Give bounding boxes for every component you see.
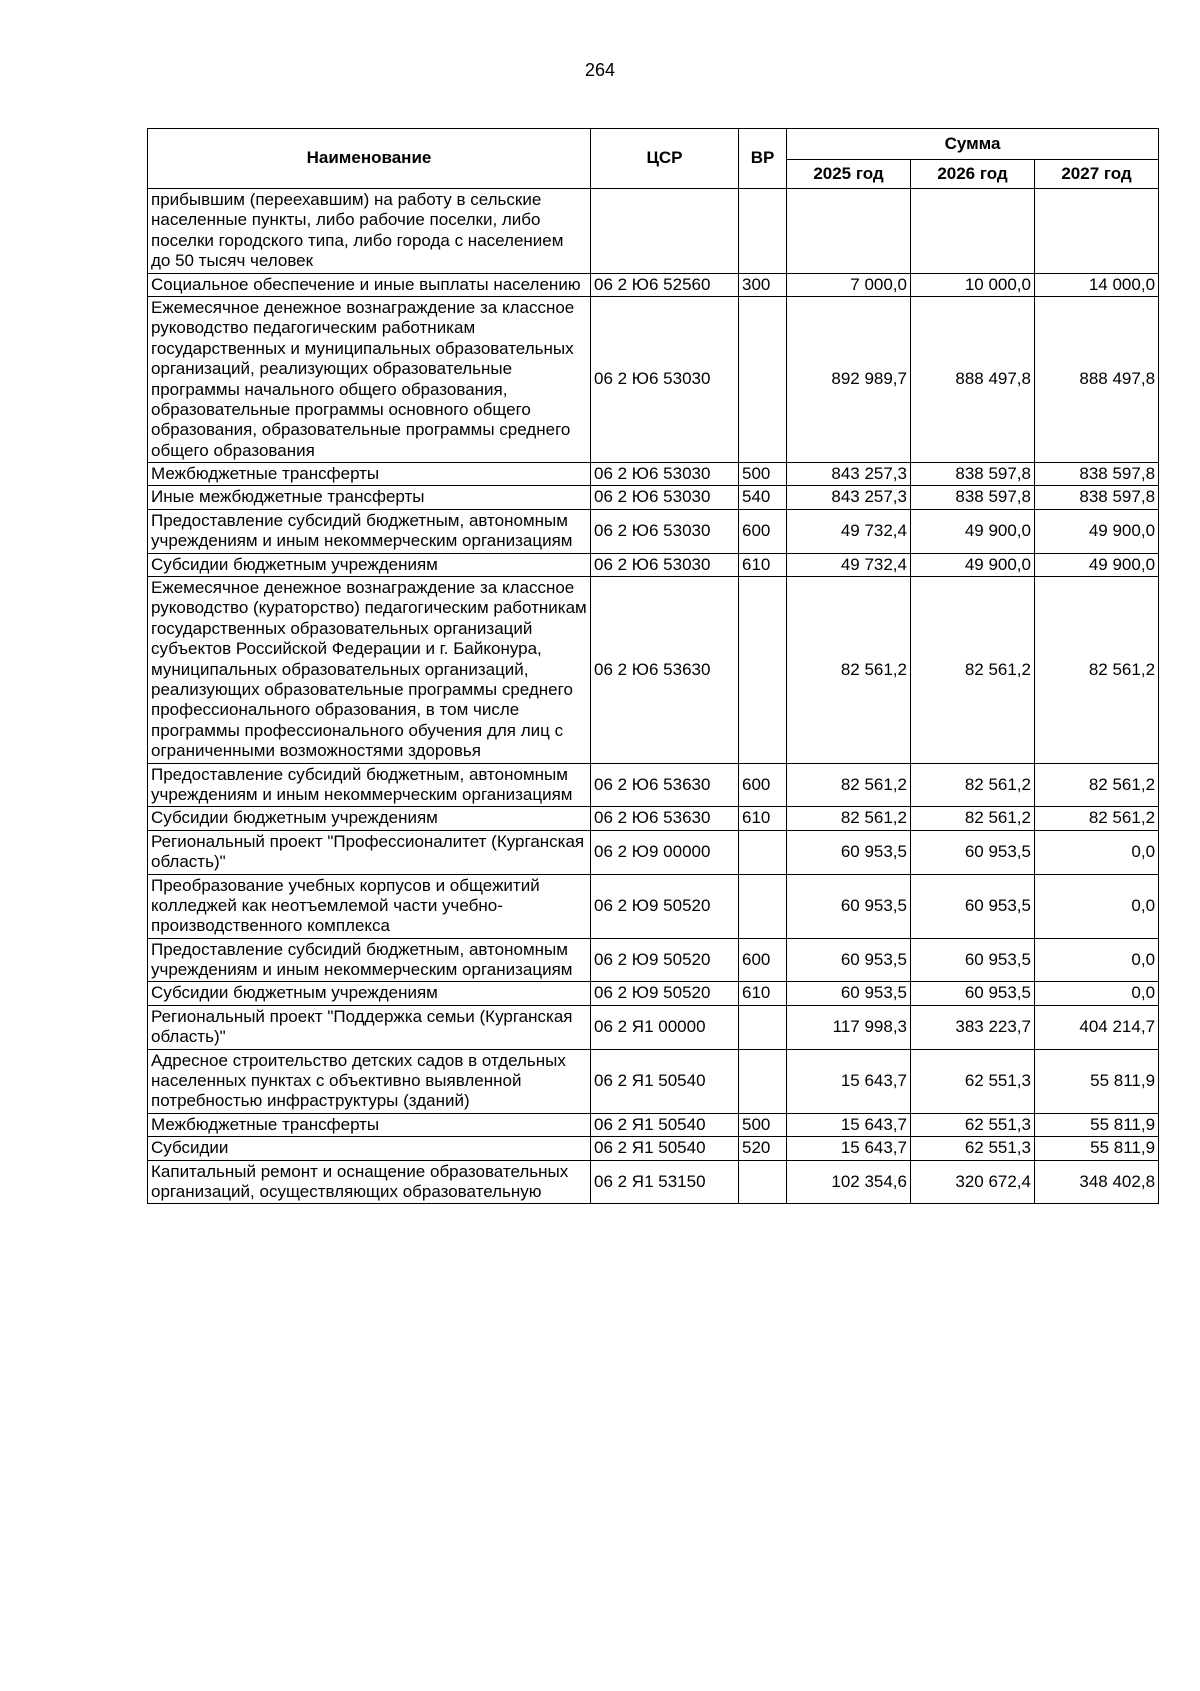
row-value-2027: 82 561,2: [1035, 763, 1159, 807]
row-csr: 06 2 Ю9 50520: [591, 938, 739, 982]
row-value-2026: 62 551,3: [911, 1137, 1035, 1160]
row-csr: 06 2 Ю6 53030: [591, 486, 739, 509]
row-value-2026: 49 900,0: [911, 553, 1035, 576]
row-value-2026: 60 953,5: [911, 938, 1035, 982]
table-row: [148, 938, 1159, 982]
row-value-2025: 49 732,4: [787, 509, 911, 553]
row-vr: 610: [739, 982, 787, 1005]
table-row: [148, 807, 1159, 830]
row-value-2025: 82 561,2: [787, 763, 911, 807]
row-value-2025: 60 953,5: [787, 982, 911, 1005]
row-value-2025: 60 953,5: [787, 830, 911, 874]
row-value-2027: 55 811,9: [1035, 1049, 1159, 1113]
row-name: Предоставление субсидий бюджетным, автономным учреждениям и иным некоммерческим организациям: [148, 763, 591, 807]
row-vr: [739, 830, 787, 874]
row-value-2025: 60 953,5: [787, 874, 911, 938]
row-value-2025: 117 998,3: [787, 1005, 911, 1049]
row-name: Региональный проект "Профессионалитет (Курганская область)": [148, 830, 591, 874]
row-value-2026: 838 597,8: [911, 486, 1035, 509]
row-name: Межбюджетные трансферты: [148, 1113, 591, 1136]
row-value-2026: 888 497,8: [911, 296, 1035, 462]
row-name: Субсидии: [148, 1137, 591, 1160]
row-csr: 06 2 Я1 00000: [591, 1005, 739, 1049]
row-value-2026: 82 561,2: [911, 807, 1035, 830]
row-value-2027: 348 402,8: [1035, 1160, 1159, 1204]
row-vr: 600: [739, 938, 787, 982]
row-value-2026: 62 551,3: [911, 1049, 1035, 1113]
row-value-2026: 60 953,5: [911, 874, 1035, 938]
header-vr: ВР: [739, 129, 787, 189]
row-value-2026: 383 223,7: [911, 1005, 1035, 1049]
row-csr: 06 2 Я1 53150: [591, 1160, 739, 1204]
row-value-2026: 82 561,2: [911, 763, 1035, 807]
row-csr: 06 2 Я1 50540: [591, 1137, 739, 1160]
table-row: [148, 486, 1159, 509]
row-name: Субсидии бюджетным учреждениям: [148, 982, 591, 1005]
row-value-2025: [787, 189, 911, 274]
table-body: [148, 189, 1159, 1204]
row-vr: 520: [739, 1137, 787, 1160]
table-row: [148, 553, 1159, 576]
row-name: Капитальный ремонт и оснащение образовательных организаций, осуществляющих образовательную: [148, 1160, 591, 1204]
row-vr: [739, 874, 787, 938]
table-row: [148, 1160, 1159, 1204]
table-row: [148, 763, 1159, 807]
row-vr: 610: [739, 807, 787, 830]
row-value-2025: 15 643,7: [787, 1113, 911, 1136]
row-vr: 540: [739, 486, 787, 509]
table-row: [148, 1049, 1159, 1113]
table-row: [148, 273, 1159, 296]
row-value-2026: [911, 189, 1035, 274]
row-value-2025: 15 643,7: [787, 1049, 911, 1113]
row-value-2025: 82 561,2: [787, 807, 911, 830]
row-value-2026: 49 900,0: [911, 509, 1035, 553]
row-value-2027: 404 214,7: [1035, 1005, 1159, 1049]
row-value-2027: 0,0: [1035, 874, 1159, 938]
row-value-2026: 10 000,0: [911, 273, 1035, 296]
row-value-2027: 82 561,2: [1035, 577, 1159, 764]
row-value-2025: 82 561,2: [787, 577, 911, 764]
row-name: Региональный проект "Поддержка семьи (Курганская область)": [148, 1005, 591, 1049]
table-row: [148, 463, 1159, 486]
row-csr: 06 2 Я1 50540: [591, 1049, 739, 1113]
row-vr: [739, 577, 787, 764]
row-csr: 06 2 Ю6 53030: [591, 553, 739, 576]
row-vr: 600: [739, 509, 787, 553]
row-vr: [739, 296, 787, 462]
row-vr: [739, 1160, 787, 1204]
header-name: Наименование: [148, 129, 591, 189]
row-value-2025: 7 000,0: [787, 273, 911, 296]
table-row: [148, 1137, 1159, 1160]
row-csr: 06 2 Ю9 00000: [591, 830, 739, 874]
row-csr: 06 2 Ю9 50520: [591, 874, 739, 938]
row-csr: 06 2 Ю6 53630: [591, 577, 739, 764]
row-name: Адресное строительство детских садов в отдельных населенных пунктах с объективно выявленной потребностью инфраструктуры (зданий): [148, 1049, 591, 1113]
budget-table: [147, 128, 1159, 1204]
page-number: 264: [584, 60, 616, 80]
row-csr: 06 2 Ю6 53030: [591, 296, 739, 462]
header-year-2026: 2026 год: [911, 160, 1035, 189]
row-value-2026: 60 953,5: [911, 982, 1035, 1005]
row-vr: [739, 1005, 787, 1049]
row-name: Преобразование учебных корпусов и общежитий колледжей как неотъемлемой части учебно-производственного комплекса: [148, 874, 591, 938]
table-row: [148, 1005, 1159, 1049]
table-row: [148, 830, 1159, 874]
table-row: [148, 509, 1159, 553]
row-csr: 06 2 Ю6 53030: [591, 463, 739, 486]
row-value-2027: 14 000,0: [1035, 273, 1159, 296]
table-row: [148, 982, 1159, 1005]
row-vr: 600: [739, 763, 787, 807]
row-name: Ежемесячное денежное вознаграждение за классное руководство (кураторство) педагогическим работникам государственных образовательных организаций субъектов Российской Федерации и г. Байконура, муниципальных образовательных организаций, реализующих образовательные программы среднего профессионального образования, в том числе программы профессионального обучения для лиц с ограниченными возможностями здоровья: [148, 577, 591, 764]
row-csr: 06 2 Ю9 50520: [591, 982, 739, 1005]
row-value-2026: 60 953,5: [911, 830, 1035, 874]
row-csr: 06 2 Ю6 52560: [591, 273, 739, 296]
row-name: Социальное обеспечение и иные выплаты населению: [148, 273, 591, 296]
row-vr: [739, 1049, 787, 1113]
header-csr: ЦСР: [591, 129, 739, 189]
row-vr: [739, 189, 787, 274]
row-value-2027: [1035, 189, 1159, 274]
row-value-2025: 60 953,5: [787, 938, 911, 982]
row-vr: 500: [739, 1113, 787, 1136]
row-value-2026: 320 672,4: [911, 1160, 1035, 1204]
row-value-2027: 55 811,9: [1035, 1113, 1159, 1136]
row-value-2025: 843 257,3: [787, 463, 911, 486]
row-value-2025: 15 643,7: [787, 1137, 911, 1160]
table-row: [148, 1113, 1159, 1136]
row-vr: 500: [739, 463, 787, 486]
row-value-2025: 102 354,6: [787, 1160, 911, 1204]
row-name: Предоставление субсидий бюджетным, автономным учреждениям и иным некоммерческим организациям: [148, 509, 591, 553]
row-value-2027: 888 497,8: [1035, 296, 1159, 462]
row-name: Иные межбюджетные трансферты: [148, 486, 591, 509]
row-csr: 06 2 Я1 50540: [591, 1113, 739, 1136]
row-value-2026: 82 561,2: [911, 577, 1035, 764]
row-value-2027: 838 597,8: [1035, 463, 1159, 486]
row-name: Межбюджетные трансферты: [148, 463, 591, 486]
row-value-2027: 0,0: [1035, 830, 1159, 874]
row-vr: 300: [739, 273, 787, 296]
row-value-2027: 55 811,9: [1035, 1137, 1159, 1160]
table-row: [148, 189, 1159, 274]
row-name: Предоставление субсидий бюджетным, автономным учреждениям и иным некоммерческим организациям: [148, 938, 591, 982]
row-value-2027: 0,0: [1035, 982, 1159, 1005]
table-row: [148, 874, 1159, 938]
header-sum: Сумма: [787, 129, 1159, 160]
row-value-2027: 49 900,0: [1035, 509, 1159, 553]
row-csr: 06 2 Ю6 53630: [591, 807, 739, 830]
row-value-2027: 0,0: [1035, 938, 1159, 982]
row-vr: 610: [739, 553, 787, 576]
row-value-2027: 49 900,0: [1035, 553, 1159, 576]
row-csr: 06 2 Ю6 53030: [591, 509, 739, 553]
row-value-2025: 843 257,3: [787, 486, 911, 509]
header-year-2025: 2025 год: [787, 160, 911, 189]
row-value-2026: 838 597,8: [911, 463, 1035, 486]
row-value-2026: 62 551,3: [911, 1113, 1035, 1136]
row-value-2025: 49 732,4: [787, 553, 911, 576]
row-csr: [591, 189, 739, 274]
row-name: прибывшим (переехавшим) на работу в сельские населенные пункты, либо рабочие поселки, либо поселки городского типа, либо города с населением до 50 тысяч человек: [148, 189, 591, 274]
row-value-2027: 82 561,2: [1035, 807, 1159, 830]
row-name: Ежемесячное денежное вознаграждение за классное руководство педагогическим работникам государственных и муниципальных образовательных организаций, реализующих образовательные программы начального общего образования, образовательные программы основного общего образования, образовательные программы среднего общего образования: [148, 296, 591, 462]
table-header: [148, 129, 1159, 189]
row-csr: 06 2 Ю6 53630: [591, 763, 739, 807]
row-value-2025: 892 989,7: [787, 296, 911, 462]
header-year-2027: 2027 год: [1035, 160, 1159, 189]
table-row: [148, 296, 1159, 462]
row-value-2027: 838 597,8: [1035, 486, 1159, 509]
row-name: Субсидии бюджетным учреждениям: [148, 807, 591, 830]
row-name: Субсидии бюджетным учреждениям: [148, 553, 591, 576]
table-row: [148, 577, 1159, 764]
